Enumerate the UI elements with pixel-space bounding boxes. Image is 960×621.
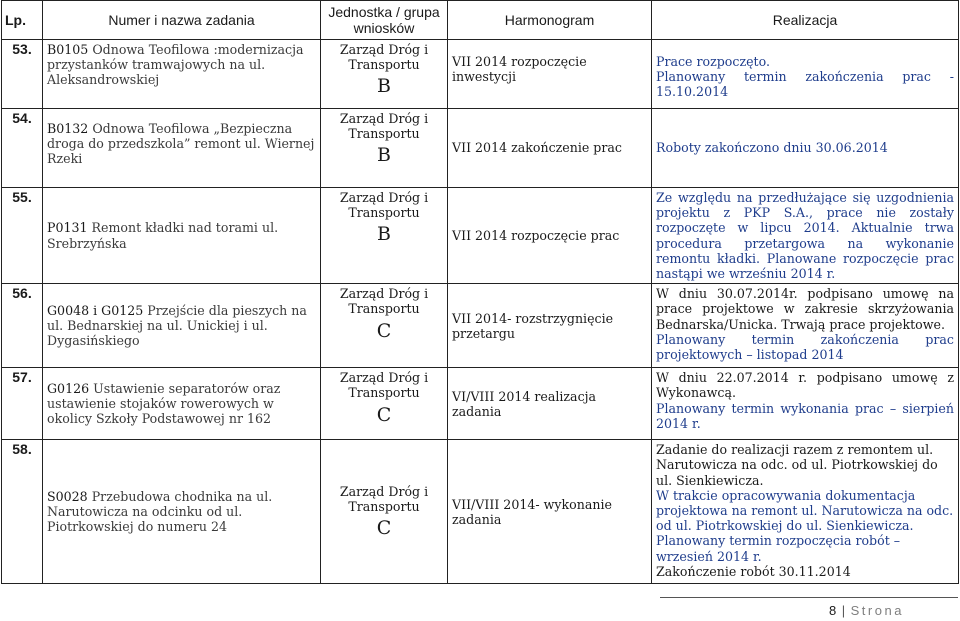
- table-row: [2, 368, 959, 440]
- status-cell: [652, 284, 959, 368]
- task-code: G0048 i G0125: [47, 302, 144, 318]
- unit-name: Zarząd Dróg i Transportu: [339, 190, 429, 221]
- task-code: S0028: [47, 488, 88, 504]
- task-code: P0131: [47, 220, 88, 236]
- footer-separator: |: [841, 603, 846, 618]
- status-cell: [652, 368, 959, 440]
- unit-cell: [321, 440, 448, 584]
- unit-name: Zarząd Dróg i Transportu: [339, 111, 429, 142]
- row-lp: 57.: [2, 368, 43, 440]
- status-line: Zadanie do realizacji razem z remontem ul. Narutowicza na odc. od ul. Piotrkowskiej do ul. Sienkiewicza.: [656, 442, 938, 488]
- status-cell: [652, 440, 959, 584]
- schedule-text: VII 2014 rozpoczęcie inwestycji: [452, 54, 587, 85]
- group-letter: C: [376, 517, 392, 540]
- schedule-cell: [448, 284, 652, 368]
- unit-cell: [321, 188, 448, 284]
- schedule-text: VII 2014 rozpoczęcie prac: [452, 228, 620, 243]
- header-task-name: Numer i nazwa zadania: [43, 1, 321, 40]
- status-line: Roboty zakończono dniu 30.06.2014: [656, 140, 888, 156]
- schedule-text: VI/VIII 2014 realizacja zadania: [452, 388, 597, 419]
- task-cell: [43, 40, 321, 109]
- page-number: 8: [829, 603, 837, 618]
- page-word: Strona: [850, 603, 904, 618]
- table-header-row: [2, 1, 959, 40]
- task-cell: [43, 284, 321, 368]
- schedule-cell: [448, 40, 652, 109]
- table-row: [2, 284, 959, 368]
- task-cell: [43, 368, 321, 440]
- unit-cell: [321, 109, 448, 188]
- task-cell: [43, 188, 321, 284]
- group-letter: C: [376, 319, 392, 342]
- task-name: Przejście dla pieszych na ul. Bednarskiej na ul. Unickiej i ul. Dygasińskiego: [47, 302, 307, 349]
- status-line: Ze względu na przedłużające się uzgodnienia projektu z PKP S.A., prace nie zostały rozpoczęte w lipcu 2014. Aktualnie trwa procedura przetargowa na wykonanie remontu kładki. Planowane rozpoczęcie prac nastąpi we wrześniu 2014 r.: [656, 190, 954, 282]
- schedule-cell: [448, 188, 652, 284]
- tasks-table: [1, 0, 959, 584]
- row-lp: 54.: [2, 109, 43, 188]
- unit-cell: [321, 368, 448, 440]
- header-lp: Lp.: [2, 1, 43, 40]
- unit-name: Zarząd Dróg i Transportu: [339, 484, 429, 515]
- table-row: [2, 188, 959, 284]
- task-code: G0126: [47, 380, 90, 396]
- group-letter: B: [377, 75, 391, 98]
- task-name: Odnowa Teofilowa :modernizacja przystanków tramwajowych na ul. Aleksandrowskiej: [47, 42, 304, 88]
- schedule-text: VII/VIII 2014- wykonanie zadania: [452, 496, 612, 527]
- task-cell: [43, 440, 321, 584]
- row-lp: 55.: [2, 188, 43, 284]
- status-line: Prace rozpoczęto.: [656, 54, 770, 69]
- schedule-text: VII 2014 zakończenie prac: [452, 140, 622, 156]
- group-letter: C: [376, 403, 392, 426]
- row-lp: 53.: [2, 40, 43, 109]
- schedule-cell: [448, 109, 652, 188]
- status-cell: [652, 40, 959, 109]
- page-footer: [829, 603, 904, 618]
- status-line: W trakcie opracowywania dokumentacja projektowa na remont ul. Narutowicza na odc. od ul. Piotrkowskiej do ul. Sienkiewicza.: [656, 487, 954, 534]
- status-line: W dniu 30.07.2014r. podpisano umowę na prace projektowe w zakresie skrzyżowania Bednarska/Unicka. Trwają prace projektowe.: [656, 286, 954, 332]
- status-line: Planowany termin rozpoczęcia robót – wrzesień 2014 r.: [656, 533, 901, 564]
- table-row: [2, 109, 959, 188]
- header-unit: Jednostka / grupa wniosków: [321, 1, 448, 40]
- status-line: W dniu 22.07.2014 r. podpisano umowę z Wykonawcą.: [656, 370, 954, 401]
- status-line: Zakończenie robót 30.11.2014: [656, 563, 851, 579]
- header-status: Realizacja: [652, 1, 959, 40]
- status-cell: [652, 188, 959, 284]
- task-name: Przebudowa chodnika na ul. Narutowicza na odcinku od ul. Piotrkowskiej do numeru 24: [47, 488, 273, 535]
- status-cell: [652, 109, 959, 188]
- schedule-cell: [448, 440, 652, 584]
- schedule-text: VII 2014- rozstrzygnięcie przetargu: [452, 310, 614, 341]
- unit-cell: [321, 284, 448, 368]
- status-line: Planowany termin wykonania prac – sierpień 2014 r.: [656, 400, 954, 431]
- status-line: Planowany termin zakończenia prac - 15.10.2014: [656, 69, 954, 100]
- unit-name: Zarząd Dróg i Transportu: [339, 370, 429, 401]
- task-name: Odnowa Teofilowa „Bezpieczna droga do przedszkola” remont ul. Wiernej Rzeki: [47, 121, 315, 167]
- table-row: [2, 440, 959, 584]
- task-code: B0132: [47, 121, 89, 136]
- row-lp: 56.: [2, 284, 43, 368]
- task-code: B0105: [47, 42, 89, 57]
- unit-name: Zarząd Dróg i Transportu: [339, 42, 429, 73]
- unit-name: Zarząd Dróg i Transportu: [339, 286, 429, 317]
- unit-cell: [321, 40, 448, 109]
- schedule-cell: [448, 368, 652, 440]
- group-letter: B: [377, 223, 391, 246]
- row-lp: 58.: [2, 440, 43, 584]
- task-name: Remont kładki nad torami ul. Srebrzyńska: [47, 220, 279, 251]
- footer-divider: [660, 597, 958, 598]
- group-letter: B: [377, 144, 391, 167]
- status-line: Planowany termin zakończenia prac projektowych – listopad 2014: [656, 331, 954, 363]
- table-row: [2, 40, 959, 109]
- task-name: Ustawienie separatorów oraz ustawienie stojaków rowerowych w okolicy Szkoły Podstawowej nr 162: [47, 380, 281, 427]
- header-schedule: Harmonogram: [448, 1, 652, 40]
- task-cell: [43, 109, 321, 188]
